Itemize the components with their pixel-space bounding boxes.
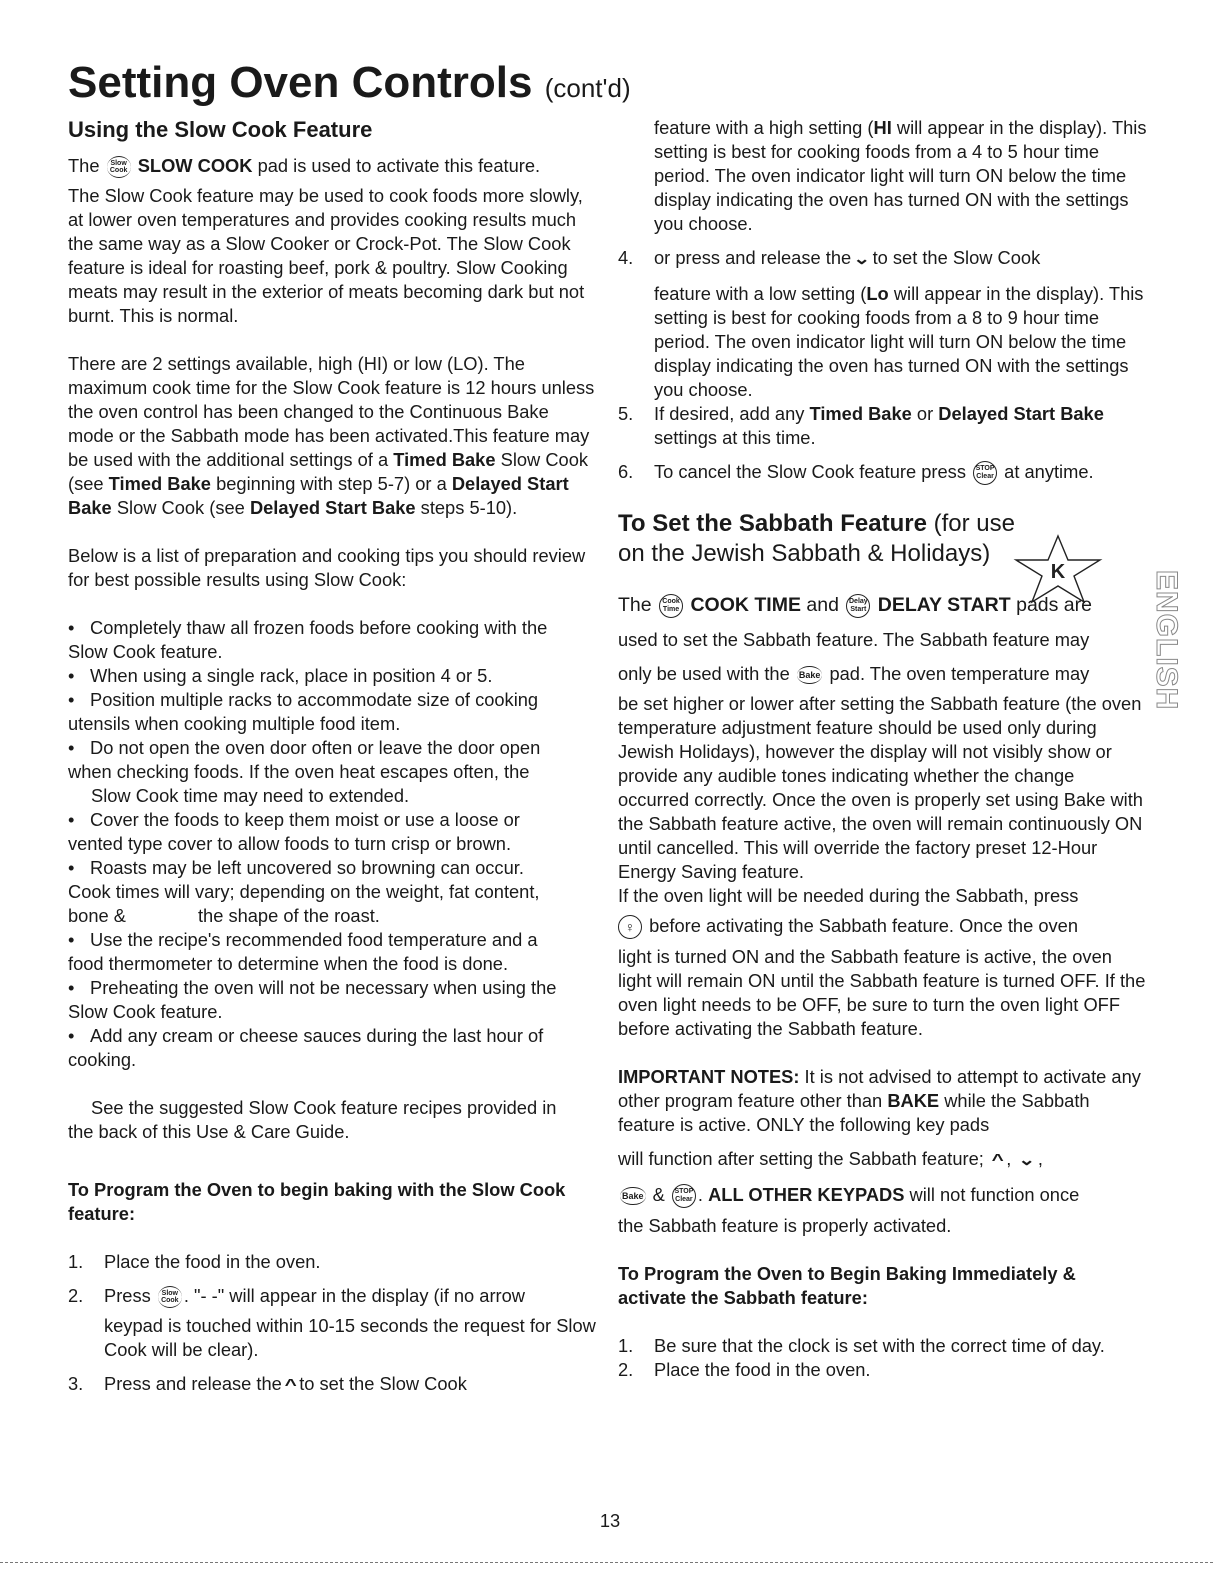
list-item: • Cover the foods to keep them moist or use a loose or: [68, 809, 520, 831]
important-notes-keys-2: Bake & STOP Clear . ALL OTHER KEYPADS will not function once: [618, 1183, 1148, 1208]
sabbath-step-1: 1. Be sure that the clock is set with the correct time of day.: [618, 1335, 1105, 1357]
star-k-letter: K: [1050, 561, 1066, 583]
list-item-cont: bone & the shape of the roast.: [68, 905, 380, 927]
list-item-cont: vented type cover to allow foods to turn crisp or brown.: [68, 833, 512, 855]
program-sabbath-heading: To Program the Oven to Begin Baking Immediately & activate the Sabbath feature:: [618, 1263, 1076, 1309]
down-arrow-icon: ⌄: [853, 251, 871, 268]
list-item-cont: Slow Cook feature.: [68, 1001, 223, 1023]
tips-list: [68, 616, 598, 1072]
language-side-tab: ENGLISH: [1150, 570, 1183, 711]
footer-divider: [0, 1562, 1213, 1563]
important-notes-end: the Sabbath feature is properly activated.: [618, 1215, 952, 1237]
stop-clear-pad-icon: STOP Clear: [973, 461, 997, 485]
list-item: • Completely thaw all frozen foods before cooking with the: [68, 617, 548, 639]
list-item-cont: utensils when cooking multiple food item.: [68, 713, 401, 735]
recipes-note-cont: the back of this Use & Care Guide.: [68, 1121, 350, 1143]
list-item: • Do not open the oven door often or leave the door open: [68, 737, 541, 759]
up-arrow-icon: ^: [284, 1377, 297, 1395]
list-item: • When using a single rack, place in position 4 or 5.: [68, 665, 493, 687]
slow-cook-pad-icon: Slow Cook: [107, 156, 131, 178]
step-3-continued: feature with a high setting (HI will appear in the display). This setting is best for cooking foods from a 4 to 5 hour time period. The oven indicator light will turn ON below the time display indicating the oven has turned ON with the settings you choose.: [654, 117, 1147, 234]
bake-pad-icon: Bake: [797, 666, 823, 684]
sabbath-step-2: 2. Place the food in the oven.: [618, 1359, 871, 1381]
important-notes-keys: will function after setting the Sabbath feature; ^ , ⌄ ,: [618, 1147, 1148, 1173]
title-continued: (cont'd): [544, 73, 631, 103]
delay-start-pad-icon: Delay Start: [846, 594, 870, 618]
slow-cook-para-3: Below is a list of preparation and cooking tips you should review for best possible results using Slow Cook:: [68, 545, 586, 591]
step-3: 3. Press and release the ^ to set the Slow Cook: [68, 1372, 598, 1398]
sabbath-para: be set higher or lower after setting the Sabbath feature (the oven temperature adjustment feature should be used only during Jewish Holidays), however the display will not visibly show or provide any audible tones indicating whether the change occurred correctly. Once the oven is properly set using Bake with the Sabbath feature active, the oven will remain continuously ON until cancelled. This will override the factory preset 12-Hour Energy Saving feature.: [618, 693, 1143, 883]
program-slow-cook-heading: To Program the Oven to begin baking with the Slow Cook feature:: [68, 1179, 566, 1225]
step-1: 1. Place the food in the oven.: [68, 1251, 321, 1273]
step-2: 2. Press Slow Cook . "- -" will appear in the display (if no arrow keypad is touched within 10-15 seconds the request for Slow Cook will be clear).: [68, 1285, 596, 1361]
page-number: 13: [599, 1510, 621, 1531]
sabbath-line-3: only be used with the Bake pad. The oven temperature may: [618, 663, 1090, 685]
sabbath-light-para: light is turned ON and the Sabbath feature is active, the oven light will remain ON until the Sabbath feature is turned OFF. If the oven light needs to be OFF, be sure to turn the oven light OFF before activating the Sabbath feature.: [618, 946, 1146, 1040]
stop-clear-pad-icon: STOP Clear: [672, 1184, 696, 1208]
slow-cook-steps-cont: [618, 246, 1148, 485]
list-item: • Position multiple racks to accommodate size of cooking: [68, 689, 539, 711]
sabbath-light-line-2: ♀ before activating the Sabbath feature. Once the oven: [618, 914, 1148, 939]
step-4: 4. or press and release the ⌄ to set the Slow Cook feature with a low setting (Lo will appear in the display). This setting is best for cooking foods from a 8 to 9 hour time period. The oven indicator light will turn ON below the time display indicating the oven has turned ON with the settings you choose.: [618, 247, 1144, 400]
slow-cook-intro: The Slow Cook SLOW COOK pad is used to activate this feature.: [68, 154, 598, 178]
step-6: 6. To cancel the Slow Cook feature press STOP Clear at anytime.: [618, 460, 1148, 485]
list-item-cont: when checking foods. If the oven heat escapes often, the: [68, 761, 530, 783]
star-k-symbol-icon: [1012, 534, 1104, 604]
bake-pad-icon: Bake: [620, 1187, 646, 1205]
sabbath-heading: To Set the Sabbath Feature (for use on the Jewish Sabbath & Holidays): [618, 510, 1015, 568]
list-item: • Add any cream or cheese sauces during the last hour of: [68, 1025, 544, 1047]
list-item: • Preheating the oven will not be necessary when using the: [68, 977, 557, 999]
sabbath-line-2: used to set the Sabbath feature. The Sabbath feature may: [618, 629, 1090, 651]
slow-cook-steps: [68, 1250, 598, 1398]
slow-cook-pad-icon: Slow Cook: [158, 1286, 182, 1308]
list-item: • Use the recipe's recommended food temperature and a: [68, 929, 538, 951]
important-notes: IMPORTANT NOTES: It is not advised to attempt to activate any other program feature other than BAKE while the Sabbath feature is active. ONLY the following key pads: [618, 1066, 1141, 1136]
sabbath-steps: [618, 1334, 1148, 1382]
recipes-note: See the suggested Slow Cook feature recipes provided in: [91, 1097, 557, 1119]
slow-cook-para-2: There are 2 settings available, high (HI) or low (LO). The maximum cook time for the Slow Cook feature is 12 hours unless the oven control has been changed to the Continuous Bake mode or the Sabbath mode has been activated.This feature may be used with the additional settings of a Timed Bake Slow Cook (see Timed Bake beginning with step 5-7) or a Delayed Start Bake Slow Cook (see Delayed Start Bake steps 5-10).: [68, 353, 595, 519]
list-item-cont: Cook times will vary; depending on the weight, fat content,: [68, 881, 540, 903]
step-5: 5. If desired, add any Timed Bake or Delayed Start Bake settings at this time.: [618, 403, 1104, 448]
down-arrow-icon: ⌄: [1018, 1152, 1036, 1170]
sabbath-line-1: The Cook Time COOK TIME and Delay Start DELAY START pads are: [618, 594, 1092, 617]
page-title: Setting Oven Controls (cont'd): [68, 58, 631, 107]
cook-time-pad-icon: Cook Time: [659, 594, 683, 618]
list-item: • Roasts may be left uncovered so browning can occur.: [68, 857, 524, 879]
left-column: [68, 116, 598, 1398]
sabbath-light-line: If the oven light will be needed during the Sabbath, press: [618, 885, 1079, 907]
oven-light-pad-icon: ♀: [618, 915, 642, 939]
list-item-cont: food thermometer to determine when the food is done.: [68, 953, 509, 975]
list-item-cont: Slow Cook feature.: [68, 641, 223, 663]
slow-cook-heading: Using the Slow Cook Feature: [68, 117, 373, 142]
list-item-cont: cooking.: [68, 1049, 137, 1071]
right-column: [618, 116, 1148, 1382]
slow-cook-para-1: The Slow Cook feature may be used to cook foods more slowly, at lower oven temperatures and provides cooking results much the same way as a Slow Cooker or Crock-Pot. The Slow Cook feature is ideal for roasting beef, pork & poultry. Slow Cooking meats may result in the exterior of meats becoming dark but not burnt. This is normal.: [68, 185, 585, 327]
up-arrow-icon: ^: [991, 1152, 1004, 1170]
list-item-cont: Slow Cook time may need to extended.: [91, 785, 410, 807]
